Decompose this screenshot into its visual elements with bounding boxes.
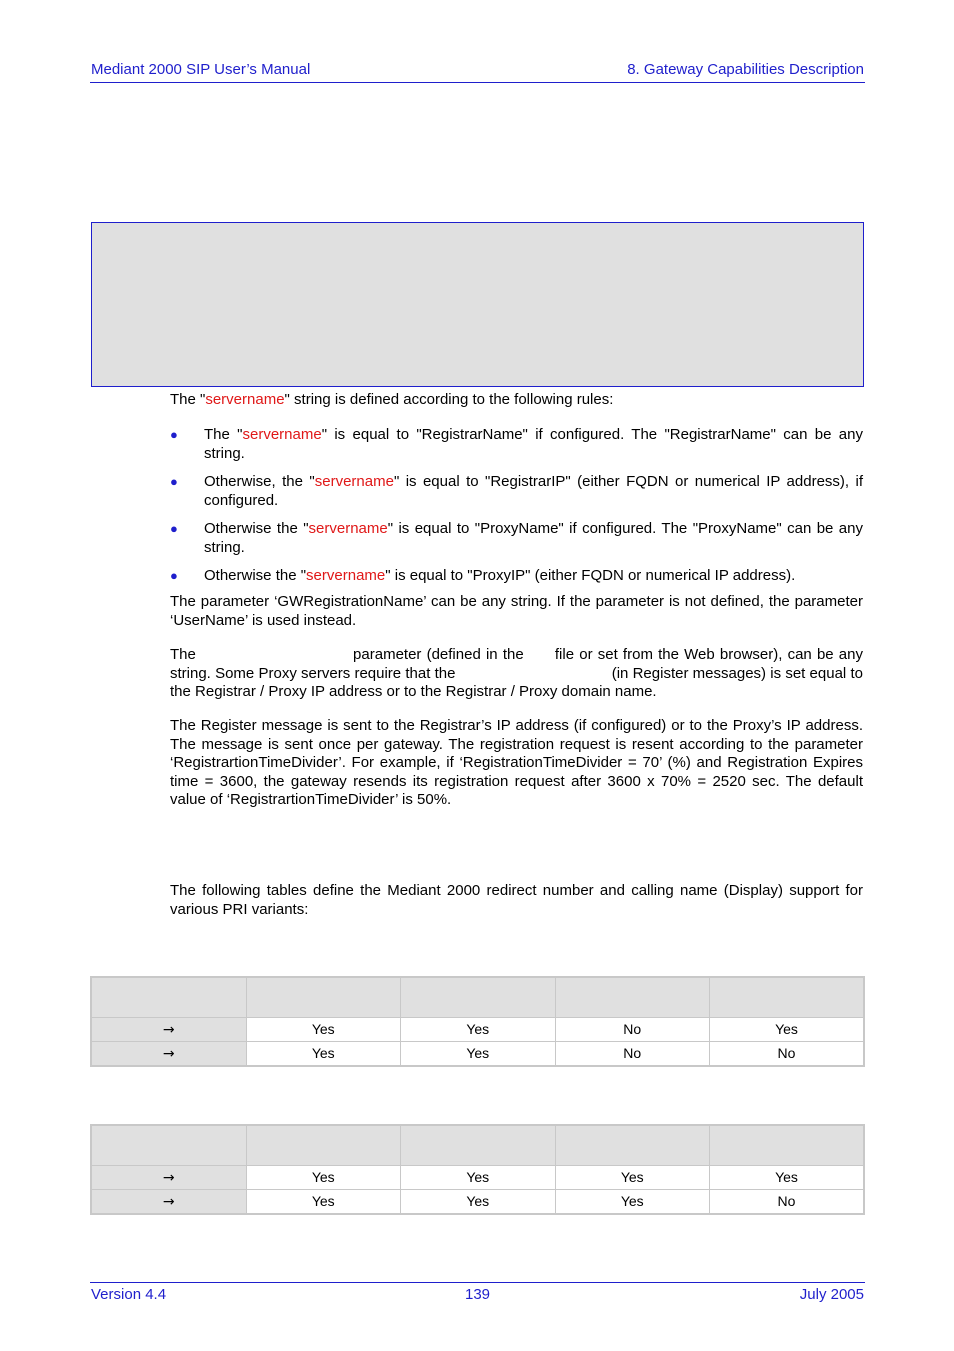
servername-highlight: servername (308, 520, 388, 537)
arrow-right-icon: → (162, 1045, 175, 1062)
gray-note-box (91, 222, 864, 387)
header-manual-title: Mediant 2000 SIP User’s Manual (91, 61, 311, 78)
domain-name-paragraph: The parameter (defined in the file or set from the Web browser), can be any string. Some Proxy servers require that the (in Register messages) is set equal to the Registrar / Proxy IP address or to the Registrar / Proxy domain name. (170, 646, 863, 700)
list-item: ● Otherwise the "servername" is equal to "ProxyName" if configured. The "ProxyName" can be any string. (170, 520, 863, 556)
table-cell: Yes (401, 1165, 556, 1189)
table-row (91, 1189, 864, 1214)
list-item: ● The "servername" is equal to "RegistrarName" if configured. The "RegistrarName" can be any string. (170, 426, 863, 462)
servername-highlight: servername (314, 473, 394, 490)
list-item: ● Otherwise the "servername" is equal to "ProxyIP" (either FQDN or numerical IP address). (170, 567, 796, 584)
footer-version: Version 4.4 (91, 1286, 167, 1303)
footer-date: July 2005 (799, 1286, 864, 1303)
table-cell: Yes (246, 1041, 401, 1066)
table-cell: Yes (401, 1017, 556, 1041)
table-cell: No (555, 1017, 710, 1041)
table-cell: No (710, 1189, 865, 1214)
bullet-icon: ● (170, 427, 178, 442)
arrow-right-icon: → (162, 1021, 175, 1038)
intro-text-post: " string is defined according to the following rules: (284, 391, 614, 408)
table-row (91, 1165, 864, 1189)
table-header-row (91, 977, 864, 1017)
table-cell: Yes (401, 1041, 556, 1066)
page-number: 139 (464, 1286, 491, 1303)
register-message-paragraph: The Register message is sent to the Registrar’s IP address (if configured) or to the Proxy’s IP address. The message is sent once per gateway. The registration request is resent according to the parameter ‘RegistrartionTimeDivider’. For example, if ‘RegistrationTimeDivider = 70’ (%) and Registration Expires time = 3600, the gateway resends its registration request after 3600 x 70% = 2520 sec. The default value of ‘RegistrartionTimeDivider’ is 50%. (170, 717, 863, 808)
table-cell: No (710, 1041, 865, 1066)
servername-highlight: servername (242, 426, 322, 443)
redirect-number-table (90, 976, 865, 1067)
table-cell: Yes (710, 1165, 865, 1189)
servername-rules-list (170, 426, 863, 586)
servername-intro (170, 391, 863, 410)
bullet-icon: ● (170, 521, 178, 536)
bullet-icon: ● (170, 568, 178, 583)
table-cell: Yes (710, 1017, 865, 1041)
table-header-row (91, 1125, 864, 1165)
list-item: ● Otherwise, the "servername" is equal to "RegistrarIP" (either FQDN or numerical IP address), if configured. (170, 473, 864, 509)
table-row (91, 1041, 864, 1066)
bullet-icon: ● (170, 474, 178, 489)
table-cell: No (555, 1041, 710, 1066)
intro-text-pre: The " (170, 391, 206, 408)
table-cell: Yes (246, 1017, 401, 1041)
servername-highlight: servername (306, 567, 386, 584)
table-row (91, 1017, 864, 1041)
calling-name-table (90, 1124, 865, 1215)
table-cell: Yes (555, 1165, 710, 1189)
page-header (90, 61, 865, 83)
table-cell: Yes (246, 1165, 401, 1189)
page-footer (90, 1282, 865, 1305)
table-cell: Yes (401, 1189, 556, 1214)
gwregistrationname-paragraph: The parameter ‘GWRegistrationName’ can be any string. If the parameter is not defined, the parameter ‘UserName’ is used instead. (170, 593, 863, 629)
tables-intro-paragraph: The following tables define the Mediant 2000 redirect number and calling name (Display) support for various PRI variants: (170, 882, 863, 918)
header-chapter-title: 8. Gateway Capabilities Description (627, 61, 864, 78)
table-cell: Yes (555, 1189, 710, 1214)
arrow-right-icon: → (162, 1169, 175, 1186)
table-cell: Yes (246, 1189, 401, 1214)
arrow-right-icon: → (162, 1193, 175, 1210)
servername-highlight: servername (205, 391, 285, 408)
